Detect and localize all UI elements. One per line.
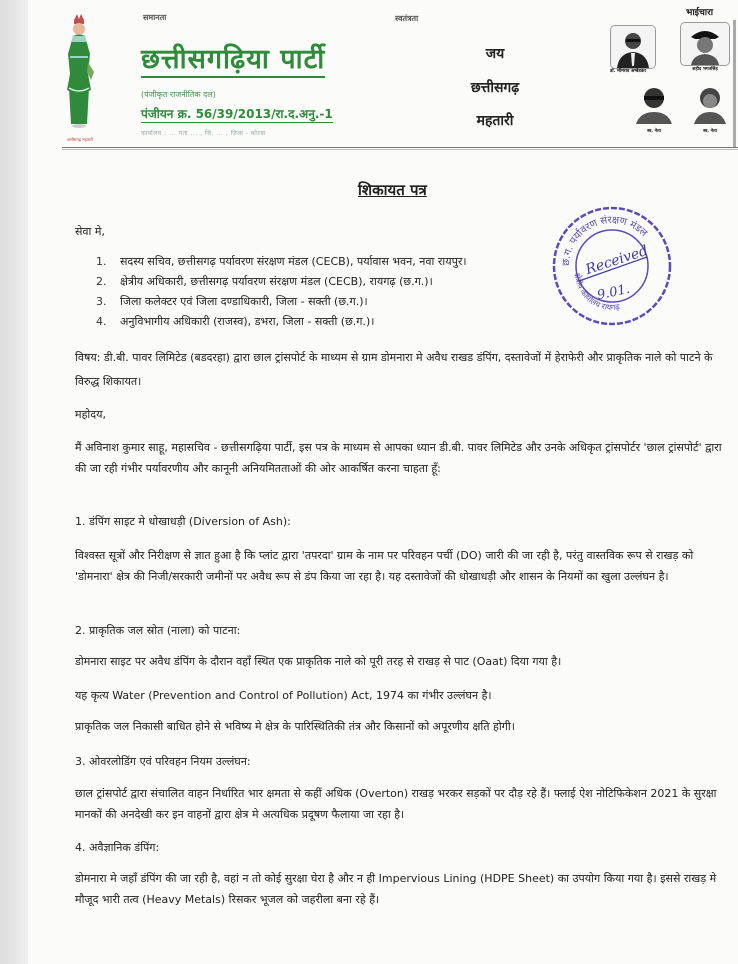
letter-subject: विषय: डी.बी. पावर लिमिटेड (बडदरहा) द्वारा छाल ट्रांसपोर्ट के माध्यम से ग्राम डोमनारा मे अवैध राखड डंपिंग, दस्तावेजों में हेराफेरी और प्राकृतिक नाले को पाटने के विरुद्ध शिकायत। — [75, 351, 713, 388]
registration-number: पंजीयन क्र. 56/39/2013/रा.द.अनु.-1 — [141, 107, 333, 121]
recipient-item: 1. सदस्य सचिव, छत्तीसगढ़ पर्यावरण संरक्षण मंडल (CECB), पर्यावास भवन, नवा रायपुर। — [96, 255, 467, 268]
recipient-item: 4. अनुविभागीय अधिकारी (राजस्व), डभरा, जिला - सक्ती (छ.ग.)। — [96, 315, 375, 328]
recipient-item: 3. जिला कलेक्टर एवं जिला दण्डाधिकारी, जिला - सक्ती (छ.ग.)। — [96, 295, 368, 308]
portrait-caption-1: डॉ. भीमराव अम्बेडकर — [609, 69, 647, 74]
section-heading-2: 2. प्राकृतिक जल स्रोत (नाला) को पाटना: — [75, 624, 241, 637]
section-4-paragraph: डोमनारा मे जहाँ डंपिंग की जा रही है, वहां न तो कोई सुरक्षा घेरा है और न ही Impervious Lining (HDPE Sheet) का उपयोग किया गया है। इससे राखड़ मे मौजूद भारी तत्व (Heavy Metals) रिसकर भूजल को जहरीला बना रहे हैं। — [75, 872, 717, 906]
header-divider-secondary — [62, 149, 738, 150]
section-2-paragraph-2: यह कृत्य Water (Prevention and Control of Pollution) Act, 1974 का गंभीर उल्लंघन है। — [75, 689, 492, 702]
stamp-bottom-text: क्षेत्रीय कार्यालय रायगढ़ — [572, 272, 621, 313]
person-portrait-icon — [688, 82, 732, 124]
letter-intro: मैं अविनाश कुमार साहू, महासचिव - छत्तीसगढ़िया पार्टी, इस पत्र के माध्यम से आपका ध्यान डी.बी. पावर लिमिटेड और उनके अधिकृत ट्रांसपोर्टर 'छाल ट्रांसपोर्ट' द्वारा की जा रही गंभीर पर्यावरणीय और कानूनी अनियमितताओं की ओर आकर्षित करना चाहता हूँ: — [75, 441, 722, 475]
mascot-caption: छत्तीसगढ़ महतारी — [67, 137, 93, 142]
section-heading-3: 3. ओवरलोडिंग एवं परिवहन नियम उल्लंघन: — [75, 755, 251, 768]
recipient-list — [96, 252, 467, 332]
portrait-leader-3 — [632, 82, 676, 124]
portrait-bhagat-singh — [680, 22, 730, 66]
portrait-leader-4 — [688, 82, 732, 124]
section-heading-4: 4. अवैज्ञानिक डंपिंग: — [75, 841, 160, 854]
slogan-line-3: महतारी — [476, 113, 514, 129]
letter-salutation: महोदय, — [75, 408, 106, 421]
stamp-ring-text: छ.ग. पर्यावरण संरक्षण मंडल — [560, 214, 650, 267]
section-1-paragraph: विश्वस्त सूत्रों और निरीक्षण से ज्ञात हुआ है कि प्लांट द्वारा 'तपरदा' ग्राम के नाम पर परिवहन पर्ची (DO) जारी की जा रही है, परंतु वास्तविक रूप से राखड़ को 'डोमनारा' क्षेत्र की निजी/सरकारी जमीनों पर अवैध रूप से डंप किया जा रहा है। यह दस्तावेजों की धोखाधड़ी और शासन के नियमों का खुला उल्लंघन है। — [75, 549, 694, 583]
portrait-caption-3: स्व. नेता — [647, 129, 661, 134]
portrait-caption-4: स्व. नेता — [703, 129, 717, 134]
addressee-label: सेवा मे, — [75, 225, 105, 238]
letterhead — [0, 0, 738, 150]
stamp-handwritten: Received — [583, 242, 651, 279]
motto-liberty: स्वतंत्रता — [395, 14, 419, 23]
person-portrait-icon — [681, 23, 729, 65]
chhattisgarh-mahtari-figure-icon — [58, 14, 100, 134]
party-name: छत्तीसगढ़िया पार्टी — [141, 45, 325, 78]
office-address: कार्यालय : ... पता ... , जि. ... , जिला - कोरबा — [141, 130, 266, 137]
section-3-paragraph: छाल ट्रांसपोर्ट द्वारा संचालित वाहन निर्धारित भार क्षमता से कहीं अधिक (Overton) राखड़ भरकर सड़कों पर दौड़ रहे हैं। फ्लाई ऐश नोटिफिकेशन 2021 के सुरक्षा मानकों की अनदेखी कर इन वाहनों द्वारा क्षेत्र मे अत्यधिक प्रदूषण फैलाया जा रहा है। — [75, 787, 717, 821]
person-portrait-icon — [632, 82, 676, 124]
section-2-paragraph-1: डोमनारा साइट पर अवैध डंपिंग के दौरान वहाँ स्थित एक प्राकृतिक नाले को पूरी तरह से राखड़ से पाट (Oaat) दिया गया है। — [75, 655, 562, 668]
header-divider — [62, 147, 738, 148]
recipient-item: 2. क्षेत्रीय अधिकारी, छत्तीसगढ़ पर्यावरण संरक्षण मंडल (CECB), रायगढ़ (छ.ग.)। — [96, 275, 433, 288]
section-heading-1: 1. डंपिंग साइट मे धोखाधड़ी (Diversion of Ash): — [75, 515, 291, 528]
portrait-ambedkar — [610, 25, 656, 69]
stamp-date: 9.01. — [595, 281, 632, 304]
portrait-caption-2: शहीद भगतसिंह — [692, 67, 718, 72]
motto-fraternity: भाईचारा — [686, 8, 714, 18]
received-stamp-icon — [549, 203, 675, 329]
scan-edge-shadow — [733, 20, 736, 148]
letter-title: शिकायत पत्र — [358, 181, 427, 199]
motto-equality: समानता — [143, 13, 167, 22]
slogan-line-2: छत्तीसगढ़ — [470, 80, 520, 96]
section-2-paragraph-3: प्राकृतिक जल निकासी बाधित होने से भविष्य मे क्षेत्र के पारिस्थितिकी तंत्र और किसानों को अपूरणीय क्षति होगी। — [75, 720, 515, 733]
person-portrait-icon — [611, 26, 655, 68]
party-subtitle: (पंजीकृत राजनीतिक दल) — [141, 90, 216, 99]
slogan-line-1: जय — [485, 46, 505, 62]
